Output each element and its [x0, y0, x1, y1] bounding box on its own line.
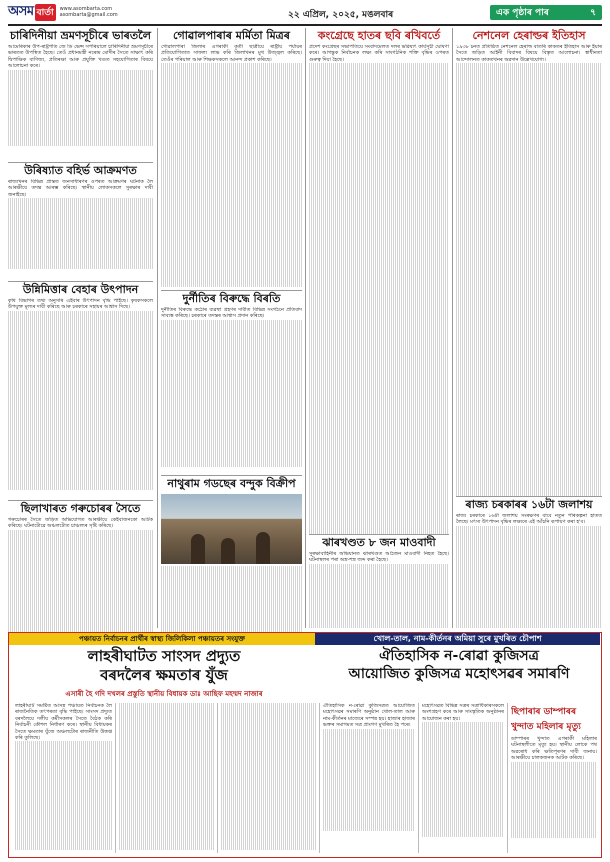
- article-body: [161, 307, 302, 475]
- logo-site-info: [60, 6, 118, 18]
- newspaper-logo[interactable]: [8, 4, 118, 20]
- headline-national-herald[interactable]: নেশনেল হেৰাল্ডৰ ইতিহাস: [472, 29, 586, 42]
- lead-headline-right[interactable]: [324, 647, 594, 683]
- column-divider: [418, 703, 419, 853]
- article-body: [8, 517, 153, 642]
- column-divider: [452, 28, 453, 628]
- page-number: ৭: [590, 8, 596, 18]
- lead-headline-right-line1: ঐতিহাসিক ন-ৰোৱা কুজিসত্ৰ: [379, 648, 539, 664]
- column-divider: [305, 28, 306, 628]
- article-body: [456, 513, 602, 638]
- site-email: asombarta@gmail.com: [59, 12, 118, 18]
- kicker-left: পঞ্চায়ত নিৰ্বাচনৰ প্ৰাৰ্থীৰ স্বাস্থ্য জিলিকিলা পঞ্চায়তৰ সংযুক্ত: [9, 633, 315, 645]
- headline-attack[interactable]: উৰিষ্যাত বহিৰ্ভ আক্ৰমণত: [8, 162, 153, 179]
- column-divider: [319, 703, 320, 853]
- article-text: ১৯৩৮ চনত প্ৰতিষ্ঠিত নেশনেল হেৰাল্ড বাতৰি কাকতৰ ইতিহাস আৰু ইয়াৰ সৈতে জড়িত আইনী বিবাদৰ বিষয়ে বিস্তৃত আলোচনা। স্বাধীনতা আন্দোলনত কাকতখনৰ অৱদান উল্লেখযোগ্য।: [456, 44, 602, 63]
- headline-dumper-accident[interactable]: ছিপাৰাৰ ডাম্পাৰৰ খুন্দাত মহিলাৰ মৃত্যু: [511, 707, 581, 732]
- lead-headline-right-line2: আয়োজিত কুজিসত্ৰ মহোৎসৱৰ সমাৰণি: [348, 666, 570, 682]
- lead-subheadline: এসাৰী হৈ গদি দখলৰ প্ৰস্তুতি স্থানীয় বিধায়ক ডাঃ আছিফ মহম্মদ নাজাৰ: [65, 690, 263, 698]
- article-text: গোৱালপাৰা জিলাৰ এগৰাকী কৃতী ছাত্ৰীয়ে ৰাষ্ট্ৰীয় পৰ্যায়ৰ প্ৰতিযোগিতাত সাফল্য লাভ কৰি জিলাখনৰ মুখ উজ্জ্বল কৰিছে। তেওঁৰ পৰিয়াল আৰু শিক্ষকসকলে আনন্দ প্ৰকাশ কৰিছে।: [161, 44, 302, 63]
- issue-date: ২২ এপ্ৰিল, ২০২৫, মঙলবাৰ: [288, 10, 394, 20]
- lead-right-body: [323, 703, 415, 853]
- article-body: [161, 44, 302, 290]
- article-text: মহোৎসৱত বিভিন্ন সত্ৰৰ সত্ৰাধিকাৰসকলে অংশগ্ৰহণ কৰে আৰু সাংস্কৃতিক অনুষ্ঠানৰ আয়োজন কৰা হয়।: [422, 703, 504, 722]
- headline-production[interactable]: উন্নিমিত্তাৰ বেহাৰ উৎপাদন: [8, 281, 153, 298]
- column-divider: [157, 28, 158, 628]
- column-divider: [217, 703, 218, 853]
- article-text: আমেৰিকাৰ উপ-ৰাষ্ট্ৰপতি জে ডি ভেন্স সপৰিয়ালে চাৰিদিনীয়া ভ্ৰমণসূচীৰে ভাৰতত উপস্থিত হৈছে। তেওঁ প্ৰধানমন্ত্ৰী নৰেন্দ্ৰ মোদীৰ সৈতে সাক্ষাৎ কৰি দ্বিপাক্ষিক বাণিজ্য, প্ৰতিৰক্ষা আৰু প্ৰযুক্তি খণ্ডত সহযোগিতাৰ বিষয়ে আলোচনা কৰে।: [8, 44, 153, 70]
- article-text: লাহৰীঘাট সমষ্টিত আসন্ন পঞ্চায়ত নিৰ্বাচনক লৈ ৰাজনৈতিক তৎপৰতা বৃদ্ধি পাইছে। সাংসদ প্ৰদ্যুত বৰদলৈয়ে দলীয় কৰ্মীসকলৰ সৈতে বৈঠক কৰি নিৰ্বাচনী কৌশল নিৰ্ধাৰণ কৰে। স্থানীয় বিধায়কৰ সৈতে ক্ষমতাৰ যুঁজে অঞ্চলটোৰ ৰাজনীতি উত্তপ্ত কৰি তুলিছে।: [15, 703, 112, 742]
- lead-left-body: [15, 703, 112, 853]
- column-2: [161, 28, 302, 646]
- lead-headline-left-line2: বৰদলৈৰ ক্ষমতাৰ যুঁজ: [100, 666, 228, 684]
- article-text: গৰুচোৰৰ সৈতে জড়িত অভিযোগত আৰক্ষীয়ে কেইবাজনকো আটক কৰিছে। ঘটনাটোৱে অঞ্চলটোত চাঞ্চল্যৰ সৃষ্টি কৰিছে।: [8, 517, 153, 530]
- headline-maoists[interactable]: ঝাৰখণ্ডত ৮ জন মাওবাদী: [309, 534, 449, 551]
- lead-left-body-3: [221, 703, 316, 853]
- article-text: প্ৰদেশ কংগ্ৰেছৰ সভাপতিয়ে সংবাদমেলত দলৰ ভৱিষ্যৎ কাৰ্যসূচী ঘোষণা কৰে। আগন্তুক নিৰ্বাচনক লক্ষ্য কৰি সাংগঠনিক শক্তি বৃদ্ধিৰ ওপৰত গুৰুত্ব দিয়া হৈছে।: [309, 44, 449, 63]
- article-body: [309, 44, 449, 534]
- logo-word: অসম: [8, 3, 34, 19]
- headline-godse-gun[interactable]: নাথুৰাম গডছেৰ বন্দুক বিক্ৰীপ: [161, 475, 302, 492]
- headline-visit[interactable]: চাৰিদিনীয়া ভ্ৰমণসূচীৰে ভাৰতলৈ: [10, 29, 151, 42]
- headline-congress[interactable]: কংগ্ৰেছে হাতৰ ছবি ৰখিবৰ্তে: [317, 29, 441, 42]
- column-4: [456, 28, 602, 638]
- article-text: ডাম্পাৰৰ খুন্দাত এগৰাকী মহিলাৰ ঘটনাস্থলীতে মৃত্যু হয়। স্থানীয় লোকে পথ অৱৰোধ কৰি ক্ষতিপূৰণৰ দাবী জনায়। আৰক্ষীয়ে চালকজনক আটক কৰিছে।: [511, 736, 597, 762]
- headline-cattle-theft[interactable]: ছিলাখাৰত গৰুচোৰৰ সৈতে: [8, 500, 153, 517]
- logo-badge: বাৰ্তা: [35, 4, 56, 21]
- article-text: সুৰক্ষাবাহিনীৰ অভিযানত ঝাৰখণ্ডত আঠজন মাওবাদী নিহত হৈছে। ঘটনাস্থলৰ পৰা অস্ত্ৰ-শস্ত্ৰ জব্দ কৰা হৈছে।: [309, 551, 449, 564]
- article-body: [8, 179, 153, 281]
- site-url: www.asombarta.com: [59, 6, 113, 12]
- article-text: ৰাজ্য চৰকাৰে ১৬টা জলাশয় সংৰক্ষণৰ বাবে নতুন পৰিকল্পনা হাতত লৈছে। মৎস্য উৎপাদন বৃদ্ধিৰ লক্ষ্যৰে এই আঁচনি ৰূপায়ণ কৰা হ'ব।: [456, 513, 602, 526]
- lower-feature-section: [8, 632, 602, 858]
- column-divider: [115, 703, 116, 853]
- article-text: ঐতিহাসিক ন-ৰোৱা কুজিসত্ৰত আয়োজিত মহোৎসৱৰ সমাৰণি অনুষ্ঠান খোল-তাল আৰু নাম-কীৰ্তনৰ মাজেৰে সম্পন্ন হয়। হাজাৰ হাজাৰ ভক্তৰ সমাগমত সত্ৰ প্ৰাংগণ মুখৰিত হৈ পৰে।: [323, 703, 415, 729]
- article-body: [8, 44, 153, 162]
- news-photo-house: [161, 494, 302, 564]
- accident-story: [511, 703, 597, 853]
- headline-water-bodies[interactable]: ৰাজ্য চৰকাৰৰ ১৬টা জলাশয়: [456, 496, 602, 513]
- page-label: এক পৃষ্ঠাৰ পাৰ: [496, 8, 549, 18]
- column-1: [8, 28, 153, 642]
- lead-right-body-2: [422, 703, 504, 853]
- lead-left-body-2: [119, 703, 214, 853]
- article-body: [309, 551, 449, 631]
- kicker-right: খোল-তাল, নাম-কীৰ্তনৰ অমিয়া সুৰে মুখৰিত চৌপাশ: [315, 633, 600, 645]
- article-body: [8, 298, 153, 500]
- column-divider: [507, 703, 508, 853]
- headline-corruption[interactable]: দুৰ্নীতিৰ বিৰুদ্ধে বিৰতি: [161, 290, 302, 307]
- article-body: [456, 44, 602, 496]
- lead-headline-left[interactable]: [19, 647, 309, 685]
- article-text: ৰাজ্যখনৰ বিভিন্ন প্ৰান্তত জনসাধাৰণৰ ওপৰত আক্ৰমণৰ ঘটনাক লৈ আৰক্ষীয়ে তদন্ত আৰম্ভ কৰিছে। স্থানীয় লোকসকলে সুৰক্ষাৰ দাবী জনাইছে।: [8, 179, 153, 198]
- article-text: দুৰ্নীতিৰ বিৰুদ্ধে কঠোৰ ব্যৱস্থা গ্ৰহণৰ দাবীত বিভিন্ন সংগঠনে প্ৰতিবাদ সাব্যস্ত কৰিছে। চৰকাৰে তদন্তৰ আশ্বাস প্ৰদান কৰিছে।: [161, 307, 302, 320]
- article-text: কৃষি বিভাগৰ তথ্য অনুসৰি এইবাৰ উৎপাদন বৃদ্ধি পাইছে। কৃষকসকলে উপযুক্ত মূল্যৰ দাবী কৰিছে আৰু চৰকাৰে সহায়ৰ আশ্বাস দিছে।: [8, 298, 153, 311]
- column-3: [309, 28, 449, 631]
- masthead: [8, 2, 602, 26]
- page-label-pill: [490, 5, 602, 20]
- lead-headline-left-line1: লাহৰীঘাটত সাংসদ প্ৰদ্যুত: [87, 647, 241, 665]
- headline-goalpara[interactable]: গোৱালপাৰাৰ মৰ্মিতা মিত্ৰৰ: [173, 29, 290, 42]
